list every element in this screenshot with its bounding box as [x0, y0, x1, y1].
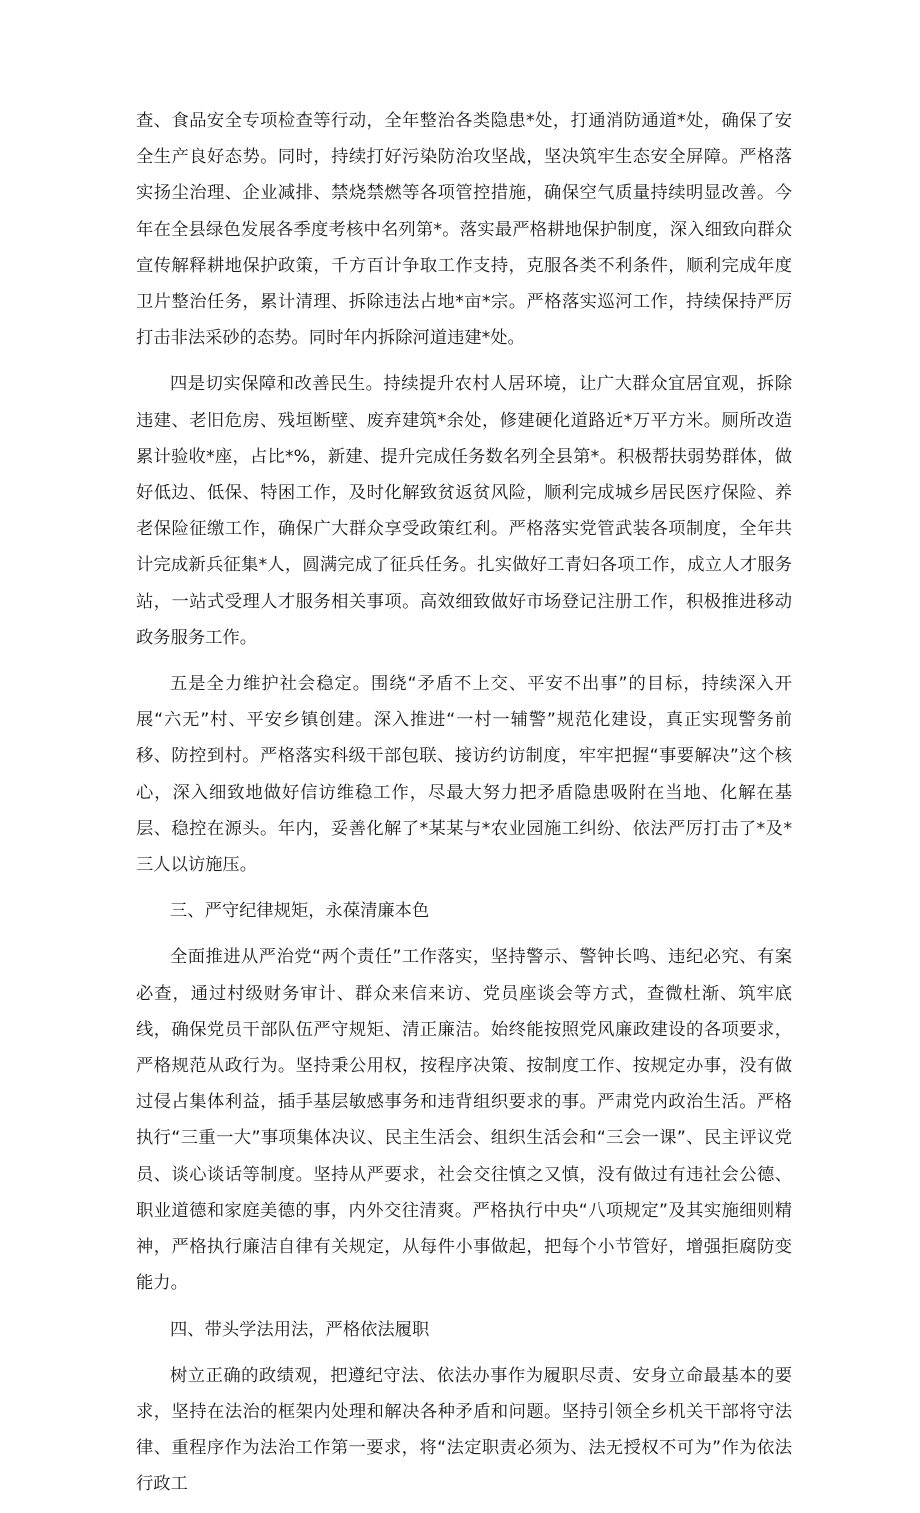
document-body [136, 103, 792, 1513]
paragraph-rule-of-law: 树立正确的政绩观，把遵纪守法、依法办事作为履职尽责、安身立命最基本的要求，坚持在法治的框架内处理和解决各种矛盾和问题。坚持引领全乡机关干部将守法律、重程序作为法治工作第一要求，将“法定职责必须为、法无授权不可为”作为依法行政工 [136, 1365, 792, 1495]
paragraph-social-stability: 五是全力维护社会稳定。围绕“矛盾不上交、平安不出事”的目标，持续深入开展“六无”村、平安乡镇创建。深入推进“一村一辅警”规范化建设，真正实现警务前移、防控到村。严格落实科级干部包联、接访约访制度，牢牢把握“事要解决”这个核心，深入细致地做好信访维稳工作，尽最大努力把矛盾隐患吸附在当地、化解在基层、稳控在源头。年内，妥善化解了*某某与*农业园施工纠纷、依法严厉打击了*及*三人以访施压。 [136, 674, 792, 876]
paragraph-livelihood: 四是切实保障和改善民生。持续提升农村人居环境，让广大群众宜居宜观，拆除违建、老旧危房、残垣断壁、废弃建筑*余处，修建硬化道路近*万平方米。厕所改造累计验收*座，占比*%，新建、提升完成任务数名列全县第*。积极帮扶弱势群体，做好低边、低保、特困工作，及时化解致贫返贫风险，顺利完成城乡居民医疗保险、养老保险征缴工作，确保广大群众享受政策红利。严格落实党管武装各项制度，全年共计完成新兵征集*人，圆满完成了征兵任务。扎实做好工青妇各项工作，成立人才服务站，一站式受理人才服务相关事项。高效细致做好市场登记注册工作，积极推进移动政务服务工作。 [136, 374, 792, 648]
paragraph-safety-environment: 查、食品安全专项检查等行动，全年整治各类隐患*处，打通消防通道*处，确保了安全生产良好态势。同时，持续打好污染防治攻坚战，坚决筑牢生态安全屏障。严格落实扬尘治理、企业减排、禁烧禁燃等各项管控措施，确保空气质量持续明显改善。今年在全县绿色发展各季度考核中名列第*。落实最严格耕地保护制度，深入细致向群众宣传解释耕地保护政策，千方百计争取工作支持，克服各类不利条件，顺利完成年度卫片整治任务，累计清理、拆除违法占地*亩*宗。严格落实巡河工作，持续保持严厉打击非法采砂的态势。同时年内拆除河道违建*处。 [136, 111, 792, 349]
section-heading-discipline: 三、严守纪律规矩，永葆清廉本色 [170, 901, 430, 922]
section-heading-rule-of-law: 四、带头学法用法，严格依法履职 [170, 1319, 430, 1340]
paragraph-discipline: 全面推进从严治党“两个责任”工作落实，坚持警示、警钟长鸣、违纪必究、有案必查，通过村级财务审计、群众来信来访、党员座谈会等方式，查微杜渐、筑牢底线，确保党员干部队伍严守规矩、清正廉洁。始终能按照党风廉政建设的各项要求，严格规范从政行为。坚持秉公用权，按程序决策、按制度工作、按规定办事，没有做过侵占集体利益，插手基层敏感事务和违背组织要求的事。严肃党内政治生活。严格执行“三重一大”事项集体决议、民主生活会、组织生活会和“三会一课”、民主评议党员、谈心谈话等制度。坚持从严要求，社会交往慎之又慎，没有做过有违社会公德、职业道德和家庭美德的事，内外交往清爽。严格执行中央“八项规定”及其实施细则精神，严格执行廉洁自律有关规定，从每件小事做起，把每个小节管好，增强拒腐防变能力。 [136, 947, 792, 1294]
